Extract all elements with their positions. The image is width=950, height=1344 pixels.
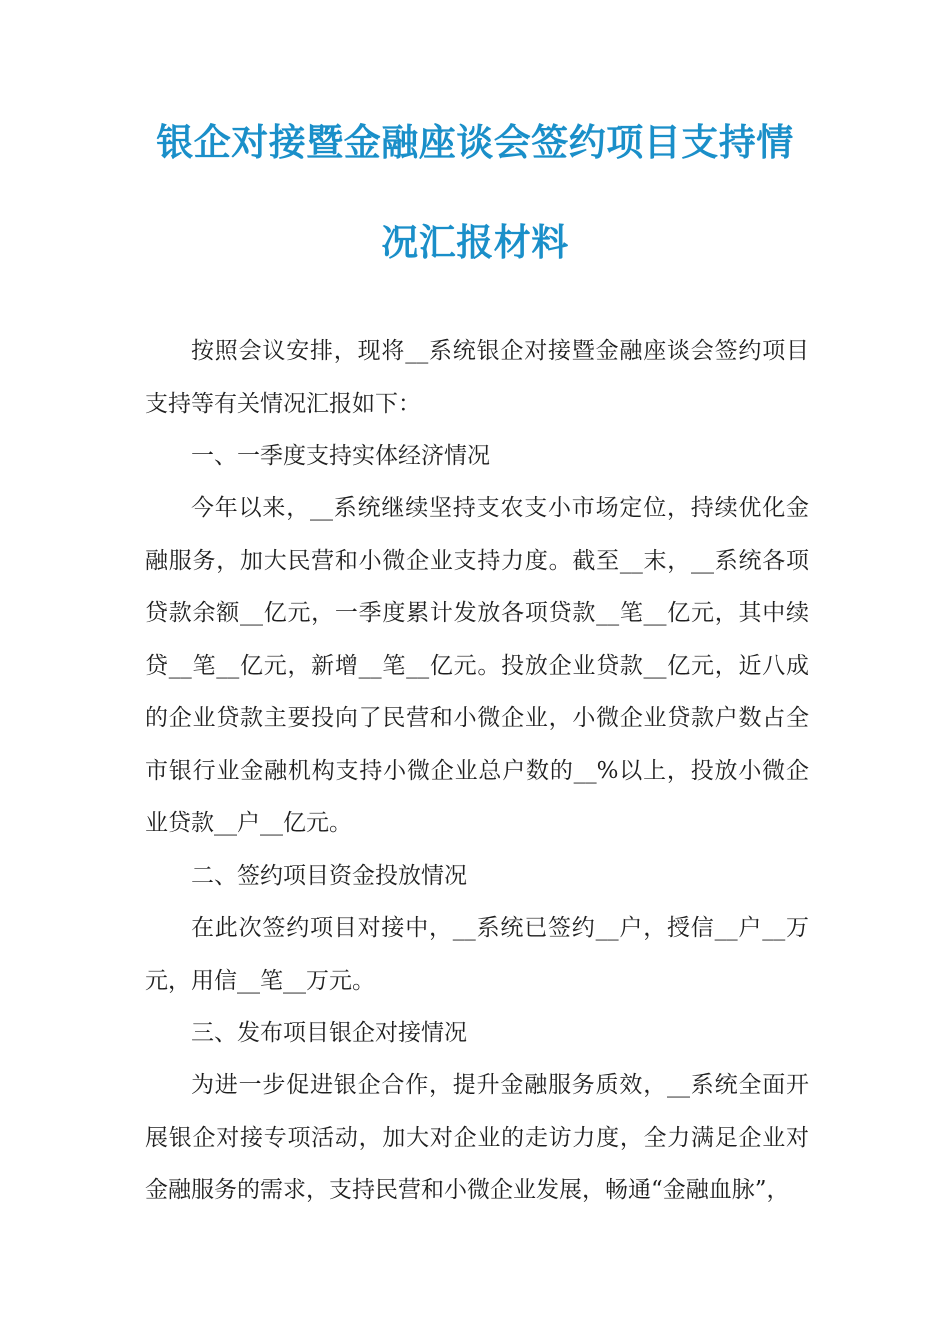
section-3-paragraph: 为进一步促进银企合作，提升金融服务质效，__系统全面开展银企对接专项活动，加大对企业的走访力度，全力满足企业对金融服务的需求，支持民营和小微企业发展，畅通“金融血脉”，: [145, 1072, 809, 1203]
section-1-heading: 一、一季度支持实体经济情况: [191, 443, 490, 469]
section-3-heading: 三、发布项目银企对接情况: [191, 1020, 467, 1046]
section-2-paragraph: 在此次签约项目对接中，__系统已签约__户，授信__户__万元，用信__笔__万元。: [145, 915, 809, 994]
section-1-paragraph: 今年以来，__系统继续坚持支农支小市场定位，持续优化金融服务，加大民营和小微企业支持力度。截至__末，__系统各项贷款余额__亿元，一季度累计发放各项贷款__笔__亿元，其中续贷__笔__亿元，新增__笔__亿元。投放企业贷款__亿元，近八成的企业贷款主要投向了民营和小微企业，小微企业贷款户数占全市银行业金融机构支持小微企业总户数的__%以上，投放小微企业贷款__户__亿元。: [145, 495, 810, 836]
document-title-line-1: 银企对接暨金融座谈会签约项目支持情: [156, 121, 794, 164]
section-2-heading: 二、签约项目资金投放情况: [191, 863, 467, 889]
intro-paragraph: 按照会议安排，现将__系统银企对接暨金融座谈会签约项目支持等有关情况汇报如下：: [145, 338, 809, 417]
document-title-line-2: 况汇报材料: [381, 221, 569, 264]
